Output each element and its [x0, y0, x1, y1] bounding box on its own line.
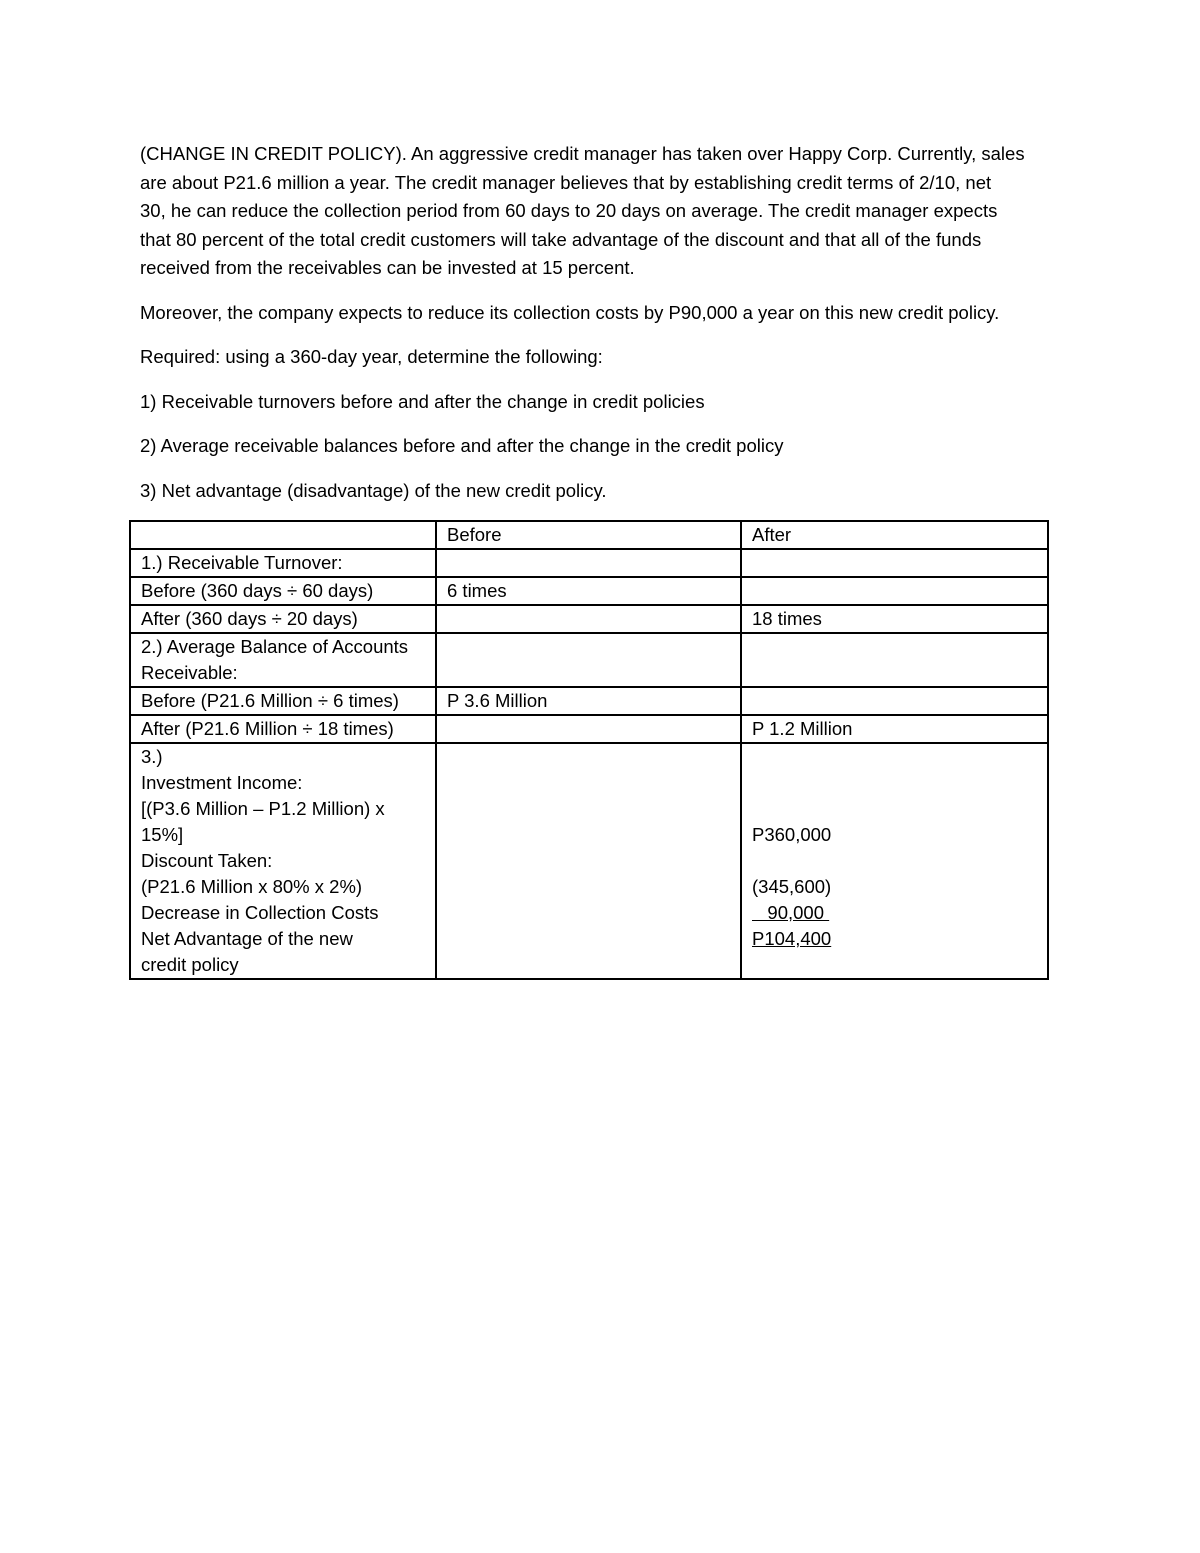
label-line: 15%]	[141, 824, 184, 845]
label-line: credit policy	[141, 954, 239, 975]
label-line: Discount Taken:	[141, 850, 273, 871]
table-row	[130, 743, 1048, 979]
problem-intro	[140, 140, 1060, 283]
net-advantage-values	[741, 743, 1048, 979]
table-cell	[741, 687, 1048, 715]
required-item-1: 1) Receivable turnovers before and after the change in credit policies	[140, 390, 705, 412]
table-row	[130, 687, 1048, 715]
row-label: After (360 days ÷ 20 days)	[130, 605, 436, 633]
before-value: P 3.6 Million	[436, 687, 741, 715]
table-row	[130, 605, 1048, 633]
table-cell	[436, 743, 741, 979]
header-before: Before	[436, 521, 741, 549]
table-cell	[741, 577, 1048, 605]
intro-line: are about P21.6 million a year. The credit manager believes that by establishing credit terms of 2/10, net	[140, 171, 992, 193]
table-cell	[436, 633, 741, 687]
label-line: [(P3.6 Million – P1.2 Million) x	[141, 798, 385, 819]
table-row	[130, 521, 1048, 549]
required-item-2: 2) Average receivable balances before and after the change in the credit policy	[140, 435, 784, 456]
row-label: After (P21.6 Million ÷ 18 times)	[130, 715, 436, 743]
table-row	[130, 577, 1048, 605]
intro-line: received from the receivables can be invested at 15 percent.	[140, 257, 635, 278]
table-row	[130, 549, 1048, 577]
solution-table	[129, 520, 1049, 980]
row-label	[130, 633, 436, 687]
table-cell	[436, 715, 741, 743]
table-cell	[741, 633, 1048, 687]
required-item-3: 3) Net advantage (disadvantage) of the new credit policy.	[140, 479, 607, 501]
table-cell	[436, 549, 741, 577]
intro-line: that 80 percent of the total credit customers will take advantage of the discount and that all of the funds	[140, 228, 982, 250]
after-value: 18 times	[741, 605, 1048, 633]
intro-line: 30, he can reduce the collection period from 60 days to 20 days on average. The credit manager expects	[140, 200, 998, 221]
net-advantage-value: P104,400	[752, 928, 832, 949]
label-line: Decrease in Collection Costs	[141, 902, 379, 923]
row-label: 1.) Receivable Turnover:	[130, 549, 436, 577]
problem-text	[140, 140, 1060, 521]
row-label: Before (P21.6 Million ÷ 6 times)	[130, 687, 436, 715]
collection-cost-decrease-value: 90,000	[752, 902, 830, 923]
label-line: 2.) Average Balance of Accounts	[141, 636, 409, 657]
label-line: (P21.6 Million x 80% x 2%)	[141, 876, 363, 897]
table-row	[130, 715, 1048, 743]
required-paragraph: Required: using a 360-day year, determine the following:	[140, 346, 603, 367]
discount-taken-value: (345,600)	[752, 876, 832, 897]
label-line: 3.)	[141, 746, 163, 767]
net-advantage-label	[130, 743, 436, 979]
label-line: Net Advantage of the new	[141, 928, 353, 949]
table-cell	[436, 605, 741, 633]
intro-line: (CHANGE IN CREDIT POLICY). An aggressive credit manager has taken over Happy Corp. Currently, sales	[140, 143, 1025, 164]
before-value: 6 times	[436, 577, 741, 605]
header-after: After	[741, 521, 1048, 549]
table-cell	[130, 521, 436, 549]
label-line: Receivable:	[141, 662, 238, 683]
row-label: Before (360 days ÷ 60 days)	[130, 577, 436, 605]
table-cell	[741, 549, 1048, 577]
moreover-paragraph: Moreover, the company expects to reduce its collection costs by P90,000 a year on this new credit policy.	[140, 301, 1000, 323]
label-line: Investment Income:	[141, 772, 303, 793]
table-row	[130, 633, 1048, 687]
after-value: P 1.2 Million	[741, 715, 1048, 743]
investment-income-value: P360,000	[752, 824, 832, 845]
